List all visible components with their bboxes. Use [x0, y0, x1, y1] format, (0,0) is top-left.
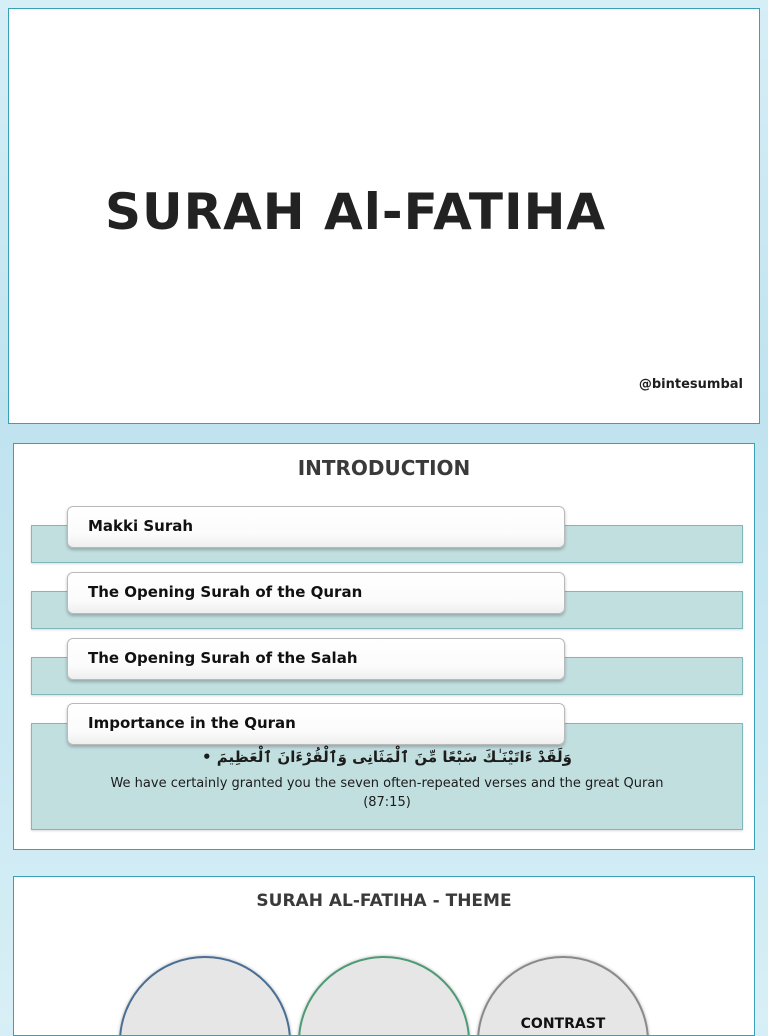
cover-slide	[8, 8, 760, 424]
theme-heading: SURAH AL-FATIHA - THEME	[256, 891, 512, 911]
introduction-heading: INTRODUCTION	[297, 456, 471, 480]
theme-circle-1	[119, 956, 291, 1036]
verse-arabic: وَلَقَدْ ءَاتَيْنَـٰكَ سَبْعًا مِّنَ ٱلْمَثَانِى وَٱلْقُرْءَانَ ٱلْعَظِيمَ •	[201, 748, 572, 766]
intro-item-opening-quran: The Opening Surah of the Quran	[67, 572, 565, 614]
intro-item-importance: Importance in the Quran	[67, 703, 565, 745]
verse-translation: We have certainly granted you the seven often-repeated verses and the great Quran (87:15)	[110, 776, 664, 810]
cover-title: SURAH Al-FATIHA	[105, 183, 607, 241]
theme-circle-2	[298, 956, 470, 1036]
theme-circle-3	[477, 956, 649, 1036]
theme-circle-contrast-label: CONTRAST	[520, 1016, 606, 1032]
intro-item-makki-surah: Makki Surah	[67, 506, 565, 548]
theme-slide	[13, 876, 755, 1036]
intro-item-opening-salah: The Opening Surah of the Salah	[67, 638, 565, 680]
author-handle: @bintesumbal	[638, 377, 743, 392]
introduction-slide	[13, 443, 755, 850]
